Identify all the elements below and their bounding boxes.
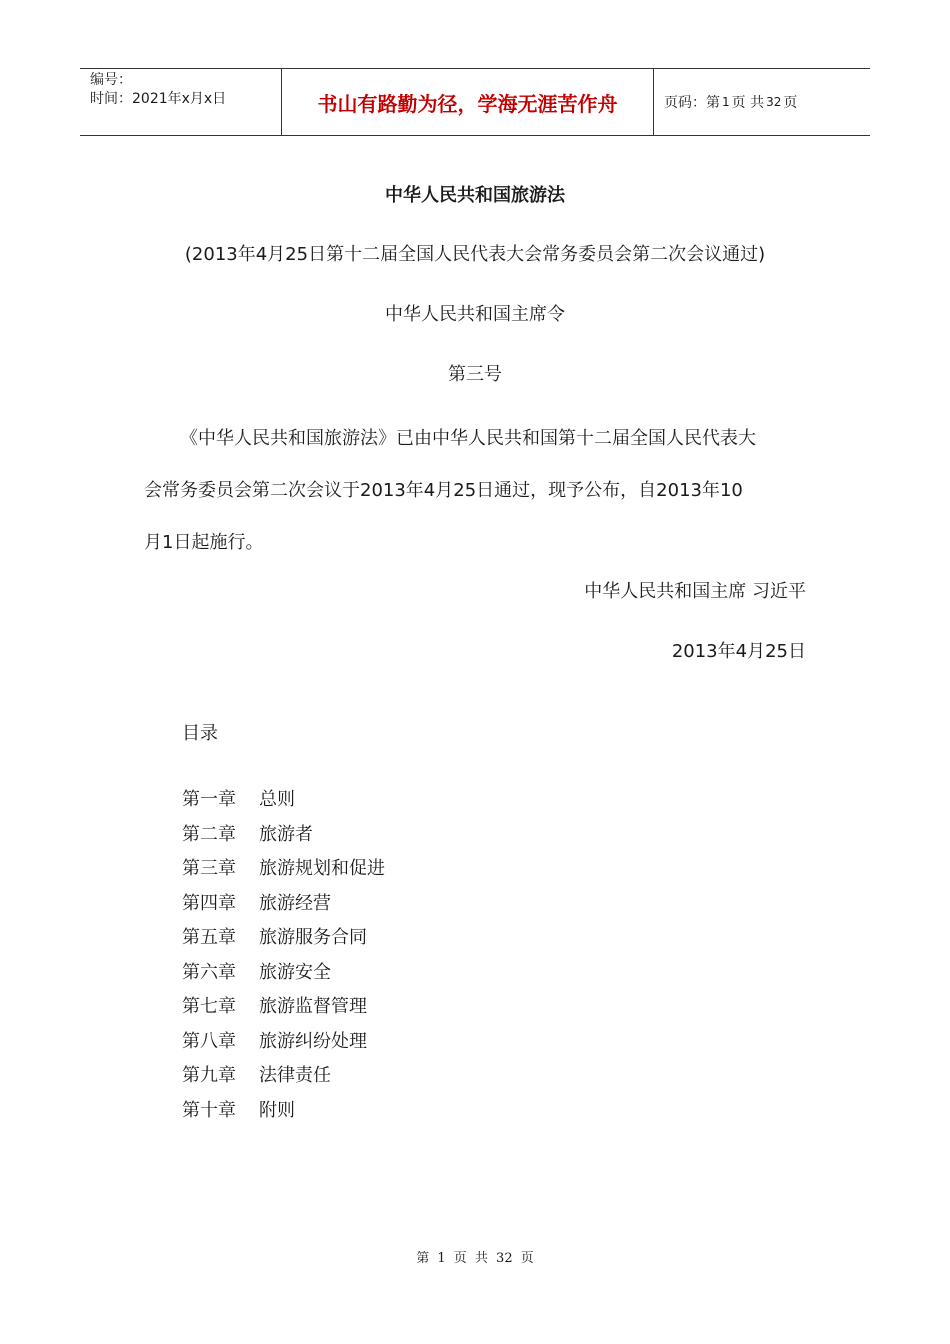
page-footer: 第 1 页 共 32 页 (416, 1251, 534, 1266)
toc-chapter: 第七章 (182, 996, 236, 1017)
toc-chapter: 第八章 (182, 1030, 236, 1052)
toc-item (182, 822, 385, 857)
toc-item (182, 1029, 385, 1064)
toc-chapter-name: 旅游规划和促进 (259, 858, 385, 879)
time-value: 2021年x月x日 (132, 91, 227, 107)
toc-chapter: 第一章 (182, 789, 236, 810)
paragraph-line: 《中华人民共和国旅游法》已由中华人民共和国第十二届全国人民代表大 (180, 428, 756, 449)
page-current: 1 (722, 95, 730, 109)
toc-chapter: 第九章 (182, 1065, 236, 1086)
header-meta-cell (80, 69, 281, 135)
paragraph-line: 月1日起施行。 (144, 532, 264, 553)
toc-chapter-name: 旅游服务合同 (259, 927, 367, 948)
toc-item (182, 891, 385, 926)
page-info-cell (654, 69, 870, 135)
order-title: 中华人民共和国主席令 (385, 304, 565, 325)
page-mid: 页 共 (731, 95, 765, 111)
toc-chapter-name: 旅游安全 (259, 961, 331, 983)
toc-chapter: 第四章 (182, 892, 236, 914)
header-table (80, 68, 870, 136)
order-number: 第三号 (448, 364, 502, 385)
toc-chapter-name: 总则 (259, 789, 295, 810)
document-subtitle: (2013年4月25日第十二届全国人民代表大会常务委员会第二次会议通过) (184, 244, 766, 265)
toc-chapter-name: 法律责任 (259, 1065, 331, 1086)
toc-chapter: 第二章 (182, 823, 236, 845)
toc-chapter: 第三章 (182, 858, 236, 879)
toc-chapter-name: 附则 (259, 1099, 295, 1121)
toc-title: 目录 (182, 723, 218, 744)
page-label: 页码：第 (664, 95, 720, 111)
toc-chapter: 第五章 (182, 927, 236, 948)
promulgation-paragraph (144, 413, 806, 569)
time-label: 时间： (90, 91, 132, 107)
motto-text: 书山有路勤为径，学海无涯苦作舟 (317, 91, 618, 116)
toc-chapter: 第十章 (182, 1099, 236, 1121)
toc-chapter: 第六章 (182, 961, 236, 983)
paragraph-line: 会常务委员会第二次会议于2013年4月25日通过，现予公布，自2013年10 (144, 480, 743, 501)
toc-chapter-name: 旅游纠纷处理 (259, 1030, 367, 1052)
document-title: 中华人民共和国旅游法 (385, 185, 565, 206)
toc-item (182, 960, 385, 995)
toc-chapter-name: 旅游经营 (259, 892, 331, 914)
time-line (90, 90, 281, 109)
toc-item (182, 787, 385, 822)
page-total: 32 (766, 95, 782, 109)
toc-item (182, 925, 385, 960)
motto-cell (281, 69, 654, 135)
signature: 中华人民共和国主席 习近平 (584, 581, 806, 602)
page-end: 页 (783, 95, 798, 111)
serial-label: 编号： (90, 72, 132, 88)
toc-chapter-name: 旅游者 (259, 823, 313, 845)
toc-item (182, 1063, 385, 1098)
toc-item (182, 856, 385, 891)
toc-item (182, 994, 385, 1029)
toc-list (182, 787, 385, 1132)
signature-date: 2013年4月25日 (671, 641, 806, 662)
toc-item (182, 1098, 385, 1133)
toc-chapter-name: 旅游监督管理 (259, 996, 367, 1017)
